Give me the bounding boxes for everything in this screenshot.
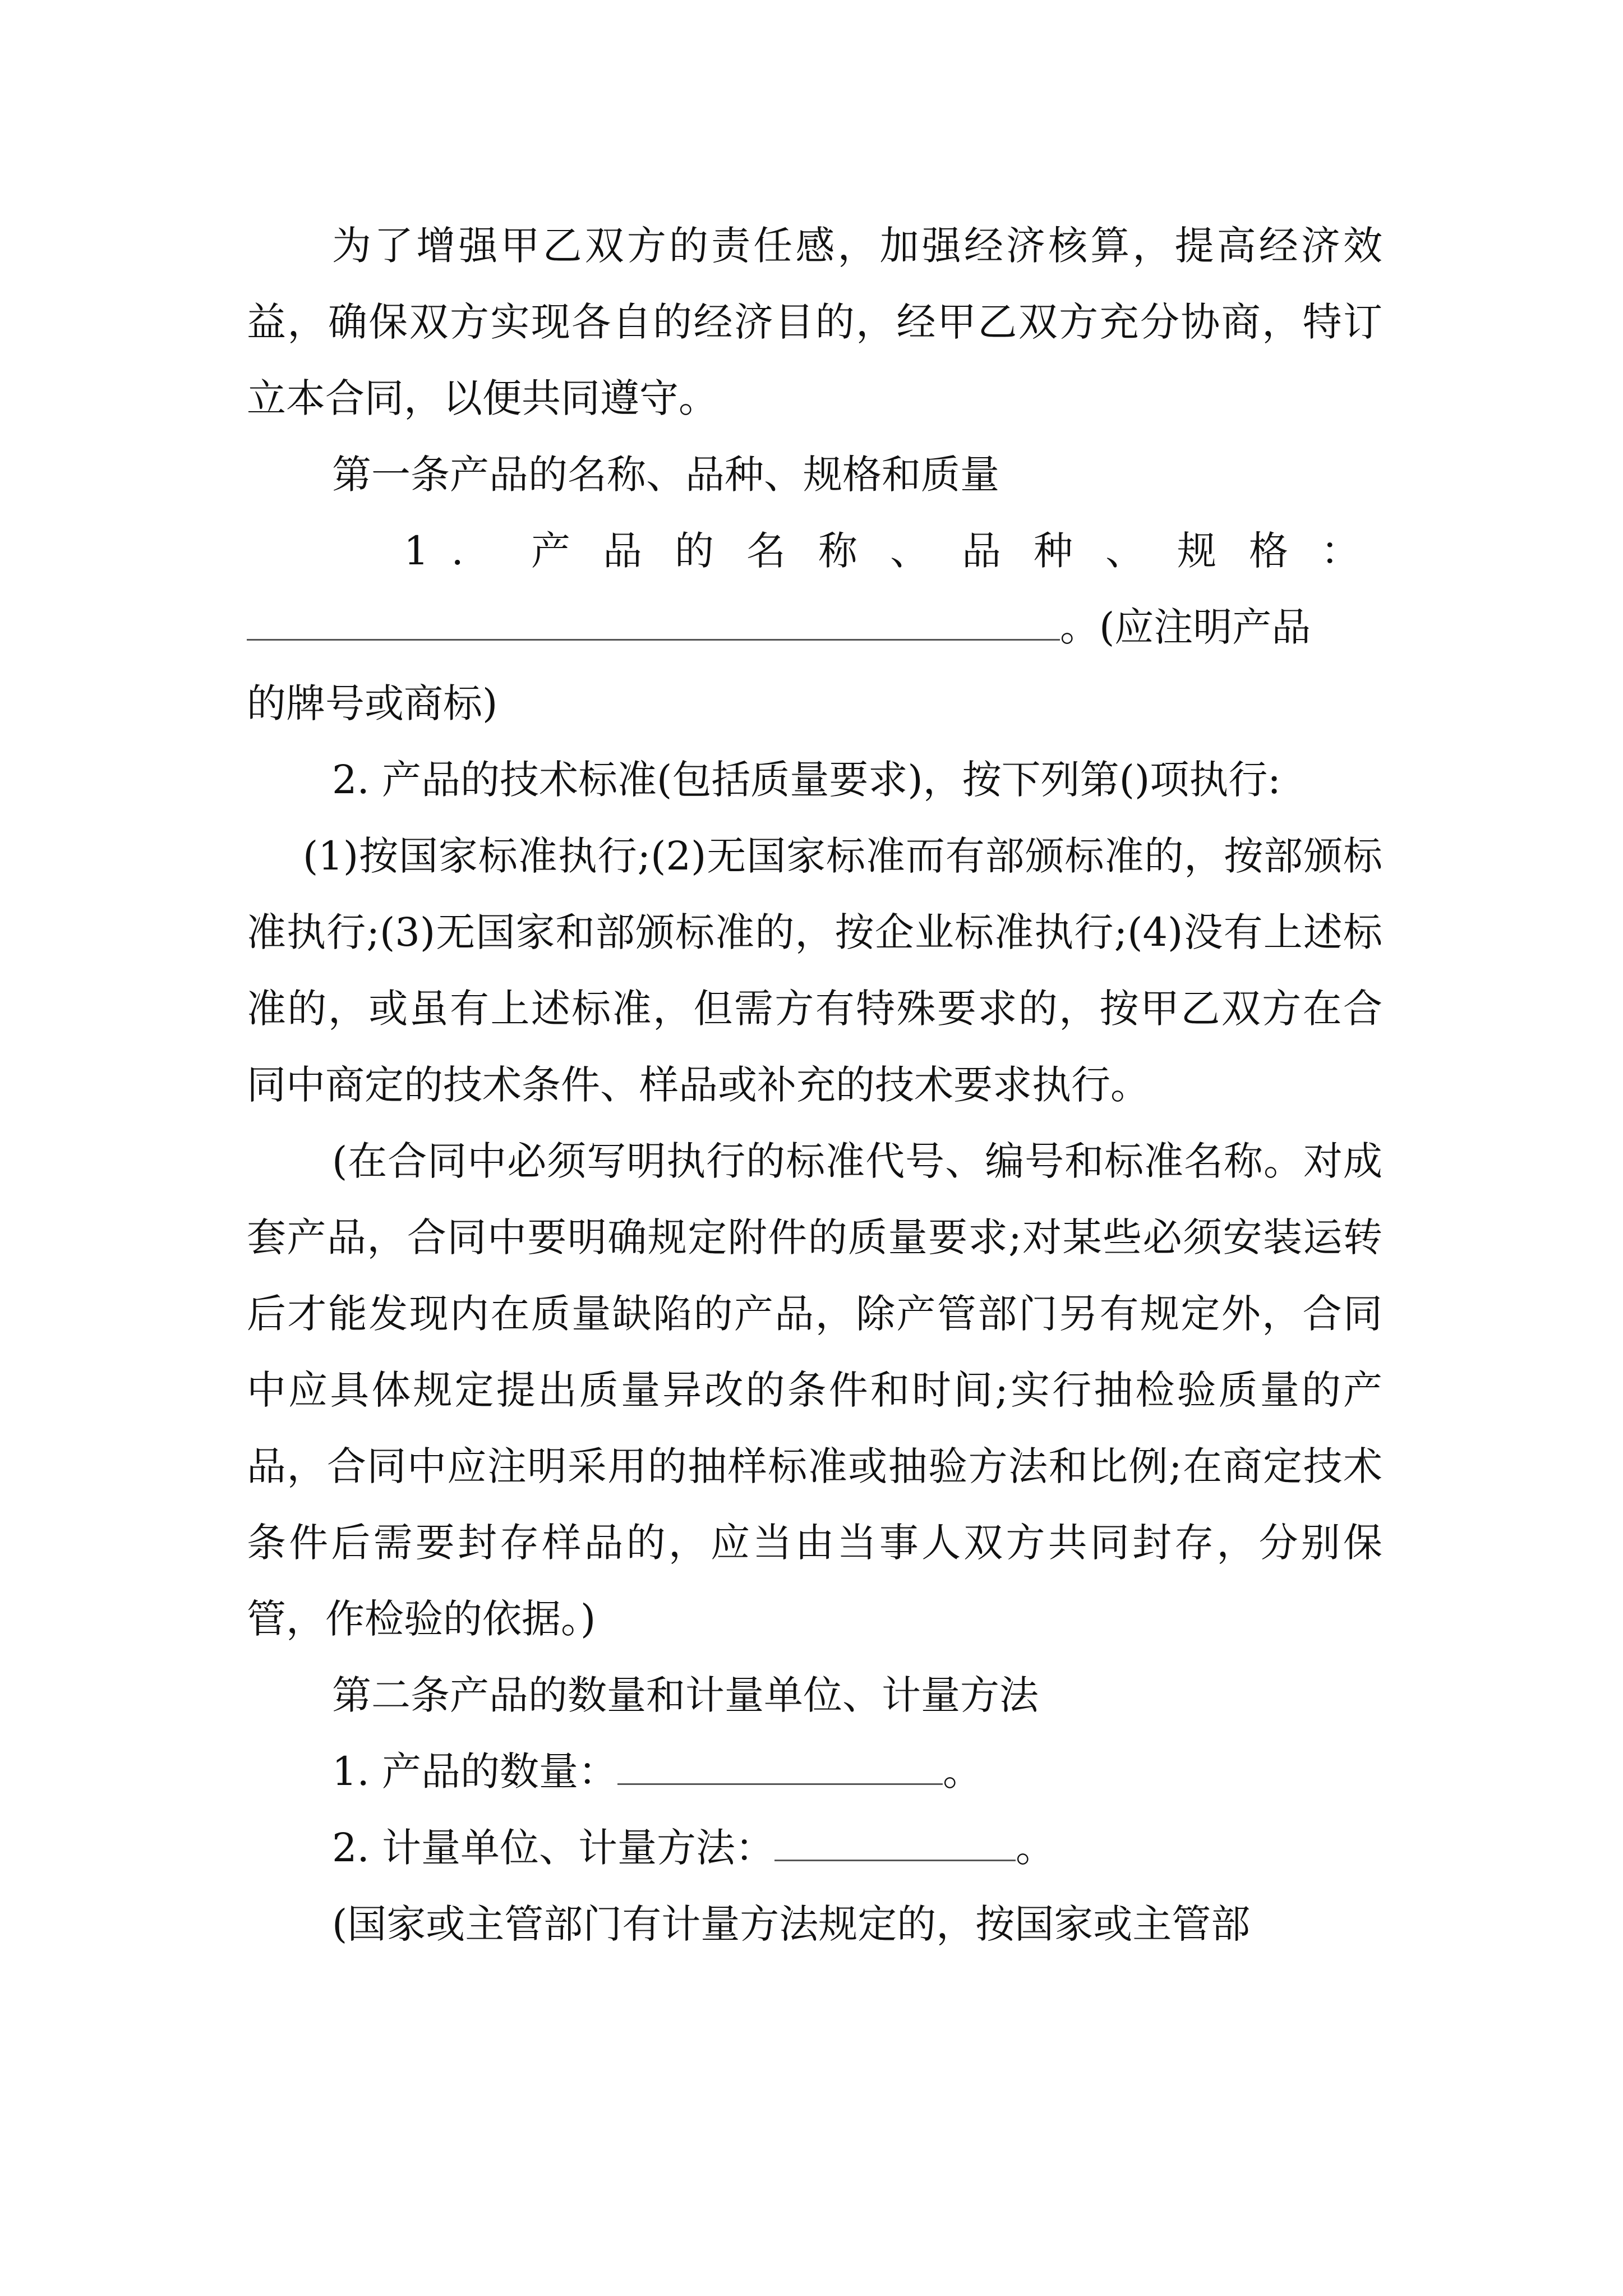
document-page <box>247 208 1382 1962</box>
item-2-paragraph: 2. 产品的技术标准(包括质量要求)，按下列第()项执行: <box>332 757 1281 803</box>
item-1-blank-row <box>247 589 1382 665</box>
quantity-suffix: 。 <box>943 1749 983 1795</box>
quantity-row <box>247 1733 1382 1810</box>
intro-paragraph: 为了增强甲乙双方的责任感，加强经济核算，提高经济效益，确保双方实现各自的经济目的，经甲乙双方充分协商，特订立本合同，以便共同遵守。 <box>247 223 1382 421</box>
quantity-label: 1. 产品的数量： <box>332 1749 618 1795</box>
unit-suffix: 。 <box>1016 1825 1055 1871</box>
product-name-blank[interactable] <box>247 605 1060 641</box>
standards-paragraph: (1)按国家标准执行;(2)无国家标准而有部颁标准的，按部颁标准执行;(3)无国家和部颁标准的，按企业标准执行;(4)没有上述标准的，或虽有上述标准，但需方有特殊要求的，按甲乙双方在合同中商定的技术条件、样品或补充的技术要求执行。 <box>247 833 1382 1108</box>
item-1-suffix: 。(应注明产品 <box>1060 604 1311 650</box>
article-1-title: 第一条产品的名称、品种、规格和质量 <box>332 452 999 498</box>
unit-row <box>247 1810 1382 1886</box>
article-2-title: 第二条产品的数量和计量单位、计量方法 <box>332 1672 1039 1718</box>
quantity-blank[interactable] <box>617 1750 943 1785</box>
unit-label: 2. 计量单位、计量方法： <box>332 1825 775 1871</box>
item-1-label: 1. 产品的名称、品种、规格： <box>404 528 1382 574</box>
unit-blank[interactable] <box>774 1826 1016 1861</box>
last-paragraph: (国家或主管部门有计量方法规定的，按国家或主管部 <box>332 1901 1251 1947</box>
item-1-continuation: 的牌号或商标) <box>247 680 498 726</box>
note-paragraph: (在合同中必须写明执行的标准代号、编号和标准名称。对成套产品，合同中要明确规定附件的质量要求;对某些必须安装运转后才能发现内在质量缺陷的产品，除产管部门另有规定外，合同中应具体规定提出质量异改的条件和时间;实行抽检验质量的产品，合同中应注明采用的抽样标准或抽验方法和比例;在商定技术条件后需要封存样品的，应当由当事人双方共同封存，分别保管，作检验的依据。) <box>247 1138 1382 1642</box>
